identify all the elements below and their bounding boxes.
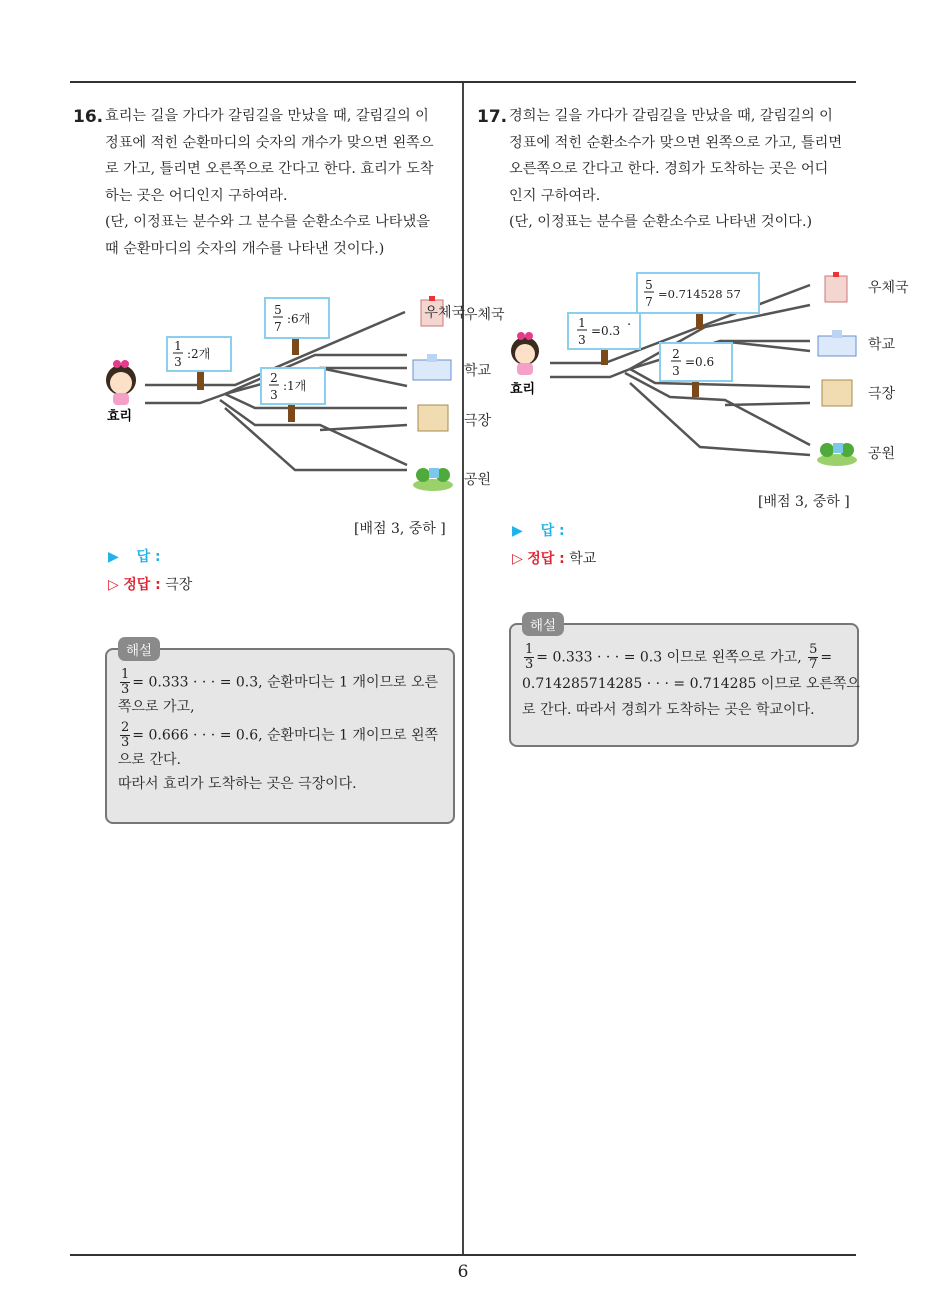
question-16-number: 16. [73, 107, 104, 127]
play-icon: ▶ [512, 523, 523, 539]
q16-line: 효리는 길을 가다가 갈림길을 만났을 때, 갈림길의 이 [105, 108, 429, 124]
q17-sign2-num: 5 [645, 278, 653, 292]
q17-sol-line1-end: = [820, 649, 833, 666]
q17-sign1-num: 1 [578, 316, 586, 330]
q17-sign2-text: =0.714528 57 [658, 287, 741, 301]
q16-label-theater: 극장 [464, 413, 492, 429]
q16-correct-label: 정답 : [123, 577, 161, 593]
school-icon [818, 330, 856, 356]
q16-answer-row [108, 546, 161, 566]
q17-solution-tag: 해설 [522, 612, 564, 636]
q16-sign2-num: 5 [274, 303, 282, 317]
q16-solution-tag: 해설 [118, 637, 160, 661]
q17-correct-row [512, 548, 596, 568]
play-outline-icon: ▷ [108, 577, 119, 593]
q17-sol-line2: 0.714285714285 · · · = 0.714285 이므로 오른쪽으 [522, 676, 860, 692]
column-divider [462, 83, 464, 1255]
theater-icon [822, 380, 852, 406]
q17-answer-label: 답 : [540, 523, 565, 539]
q16-sol-line3: = 0.666 · · · = 0.6, 순환마디는 1 개이므로 왼쪽 [132, 727, 439, 744]
q16-sign3-num: 2 [270, 371, 278, 385]
q17-solution-text: $\frac{1}{3}$ = 0.333 · · · = 0.3 이므로 왼쪽으로 가고, $\frac{5}{7}$ = 0.714285714285 · · · = 0.714285 이므로 오른쪽으 로 간다. 따라서 경희가 도착하는 곳은 학교이다. [522, 642, 860, 718]
q17-answer-row [512, 520, 565, 540]
play-icon: ▶ [108, 549, 119, 565]
q17-line: 경희는 길을 가다가 갈림길을 만났을 때, 갈림길의 이 [509, 108, 833, 124]
q16-sign2-den: 7 [274, 320, 282, 334]
q17-sign3-num: 2 [672, 347, 680, 361]
question-17-number: 17. [477, 107, 508, 127]
girl-icon [106, 360, 136, 405]
q16-label-post-office: 우체국 [464, 307, 505, 323]
svg-text:.: . [627, 314, 632, 329]
school-icon [413, 354, 451, 380]
q16-sign1-text: :2개 [187, 347, 211, 361]
q17-crossroads-diagram [505, 265, 825, 475]
q17-person-label: 효리 [510, 382, 536, 397]
q17-label-theater: 극장 [868, 386, 896, 402]
q17-sign2-den: 7 [645, 295, 653, 309]
q17-line: 정표에 적힌 순환소수가 맞으면 왼쪽으로 가고, 틀리면 [509, 134, 843, 151]
q16-sign3-text: :1개 [283, 379, 307, 393]
q16-answer-label: 답 : [136, 549, 161, 565]
question-17-text [509, 103, 842, 236]
q16-label-school: 학교 [464, 363, 492, 379]
q17-correct-value: 학교 [569, 551, 597, 567]
q16-correct-row [108, 574, 192, 594]
girl-icon [511, 332, 539, 375]
q16-sign1-num: 1 [174, 339, 182, 353]
q17-line: 인지 구하여라. [509, 187, 601, 204]
q16-sol-line4: 으로 간다. [118, 752, 181, 768]
q16-solution-text: $\frac{1}{3}$ = 0.333 · · · = 0.3, 순환마디는 1 개이므로 오른 쪽으로 가고, $\frac{2}{3}$ = 0.666 · · · = 0.6, 순환마디는 1 개이므로 왼쪽 으로 간다. 따라서 효리가 도착하는 곳은 극장이다. [118, 668, 448, 794]
q17-line: 오른쪽으로 간다고 한다. 경희가 도착하는 곳은 어디 [509, 161, 829, 177]
post-office-icon [825, 272, 847, 302]
q16-sol-line1: = 0.333 · · · = 0.3, 순환마디는 1 개이므로 오른 [132, 674, 439, 691]
q17-label-park: 공원 [868, 446, 896, 462]
q16-line: 때 순환마디의 숫자의 개수를 나타낸 것이다.) [105, 240, 385, 257]
park-icon [413, 468, 453, 491]
q16-line: (단, 이정표는 분수와 그 분수를 순환소수로 나타냈을 [105, 214, 430, 230]
q16-place-post-office: 우체국 [424, 305, 465, 321]
q16-crossroads-diagram [95, 290, 465, 500]
q16-sign3-den: 3 [270, 388, 278, 402]
q17-correct-label: 정답 : [527, 551, 565, 567]
question-16-text [105, 103, 434, 262]
q17-sign1-text: =0.3 [591, 324, 621, 338]
play-outline-icon: ▷ [512, 551, 523, 567]
q17-line: (단, 이정표는 분수를 순환소수로 나타낸 것이다.) [509, 214, 813, 230]
q16-line: 하는 곳은 어디인지 구하여라. [105, 187, 288, 204]
bottom-rule [70, 1254, 856, 1256]
q17-sol-line3: 로 간다. 따라서 경희가 도착하는 곳은 학교이다. [522, 702, 815, 718]
park-icon [817, 443, 857, 466]
q16-line: 로 가고, 틀리면 오른쪽으로 간다고 한다. 효리가 도착 [105, 161, 434, 177]
q16-label-park: 공원 [464, 472, 492, 488]
q17-place-icons [815, 268, 865, 468]
q17-sign1-den: 3 [578, 333, 586, 347]
q17-label-school: 학교 [868, 337, 896, 353]
q16-signpost-1 [197, 370, 204, 390]
q16-sign2-text: :6개 [287, 312, 311, 326]
q16-person-label: 효리 [107, 409, 133, 424]
page-number: 6 [457, 1262, 469, 1282]
q16-sol-line5: 따라서 효리가 도착하는 곳은 극장이다. [118, 776, 357, 792]
q17-sign3-den: 3 [672, 364, 680, 378]
q16-line: 정표에 적힌 순환마디의 숫자의 개수가 맞으면 왼쪽으 [105, 134, 434, 151]
q17-score: [배점 3, 중하 ] [758, 494, 850, 510]
q17-sol-line1: = 0.333 · · · = 0.3 이므로 왼쪽으로 가고, [536, 649, 802, 666]
q16-sign1-den: 3 [174, 355, 182, 369]
theater-icon [418, 405, 448, 431]
q16-score: [배점 3, 중하 ] [354, 521, 446, 537]
q16-correct-value: 극장 [165, 577, 193, 593]
q17-sign3-text: =0.6 [685, 355, 715, 369]
q16-sol-line2: 쪽으로 가고, [118, 699, 195, 715]
q17-label-post-office: 우체국 [868, 280, 909, 296]
